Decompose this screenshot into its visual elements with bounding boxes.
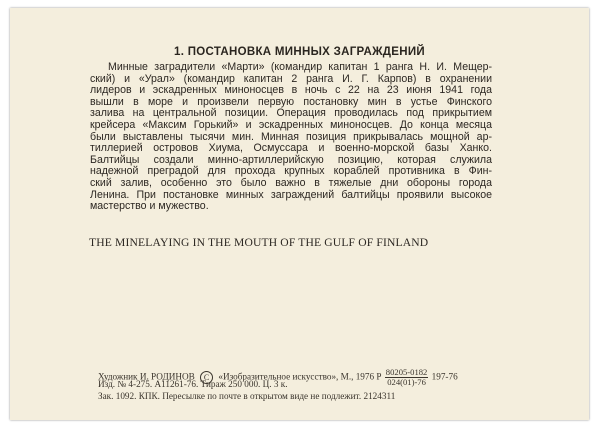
heading: 1. ПОСТАНОВКА МИННЫХ ЗАГРАЖДЕНИЙ xyxy=(174,46,425,58)
body-line: надежной преградой для прохода крупных кораблей противника в Фин- xyxy=(90,165,492,178)
body-line: лидеров и эскадренных миноносцев в ночь с 22 на 23 июня 1941 года xyxy=(90,84,492,97)
imprint-line-2: Изд. № 4-275. А11261-76. Тираж 250 000. Ц. 3 к. xyxy=(98,379,288,390)
body-line: вышли в море и произвели первую постановку мин в устье Финского xyxy=(90,95,492,108)
postcard-back xyxy=(10,8,589,420)
body-line: ский) и «Урал» (командир капитан 2 ранга И. Г. Карпов) в охранении xyxy=(90,72,492,85)
body-line: мастерство и мужество. xyxy=(90,200,209,213)
body-line: Минные заградители «Марти» (командир капитан 1 ранга Н. И. Мещер- xyxy=(108,61,492,73)
fraction-numerator: 80205-0182 xyxy=(385,367,428,377)
imprint-line-3: Зак. 1092. КПК. Пересылке по почте в открытом виде не подлежит. 2124311 xyxy=(98,390,396,401)
body-line: крейсера «Максим Горький» и эскадренных миноносцев. До конца месяца xyxy=(90,118,492,131)
body-line: Ленина. При постановке минных заграждений балтийцы проявили высокое xyxy=(90,188,492,201)
body-line: Балтийцы создали минно-артиллерийскую позицию, которая служила xyxy=(90,153,492,166)
fraction-suffix: 197-76 xyxy=(431,371,458,382)
copyright-icon: С xyxy=(200,371,213,384)
body-line: тиллерией островов Хиума, Осмуссара и военно-морской базы Ханко. xyxy=(90,142,492,155)
english-title: THE MINELAYING IN THE MOUTH OF THE GULF OF FINLAND xyxy=(89,236,429,249)
publisher-info: «Изобразительное искусство», М., 1976 Р xyxy=(218,371,382,382)
body-line: были выставлены тысячи мин. Минная позиция прикрывалась мощной ар- xyxy=(90,130,492,143)
body-text xyxy=(90,62,492,213)
body-line: ский залив, особенно это было важно в тяжелые дни обороны города xyxy=(90,176,492,189)
imprint xyxy=(98,368,558,402)
artist-credit: Художник И. РОДИНОВ xyxy=(98,371,195,382)
fraction-denominator: 024(01)-76 xyxy=(387,377,426,387)
body-line: залива на центральной позиции. Операция проводилась под прикрытием xyxy=(90,107,492,120)
